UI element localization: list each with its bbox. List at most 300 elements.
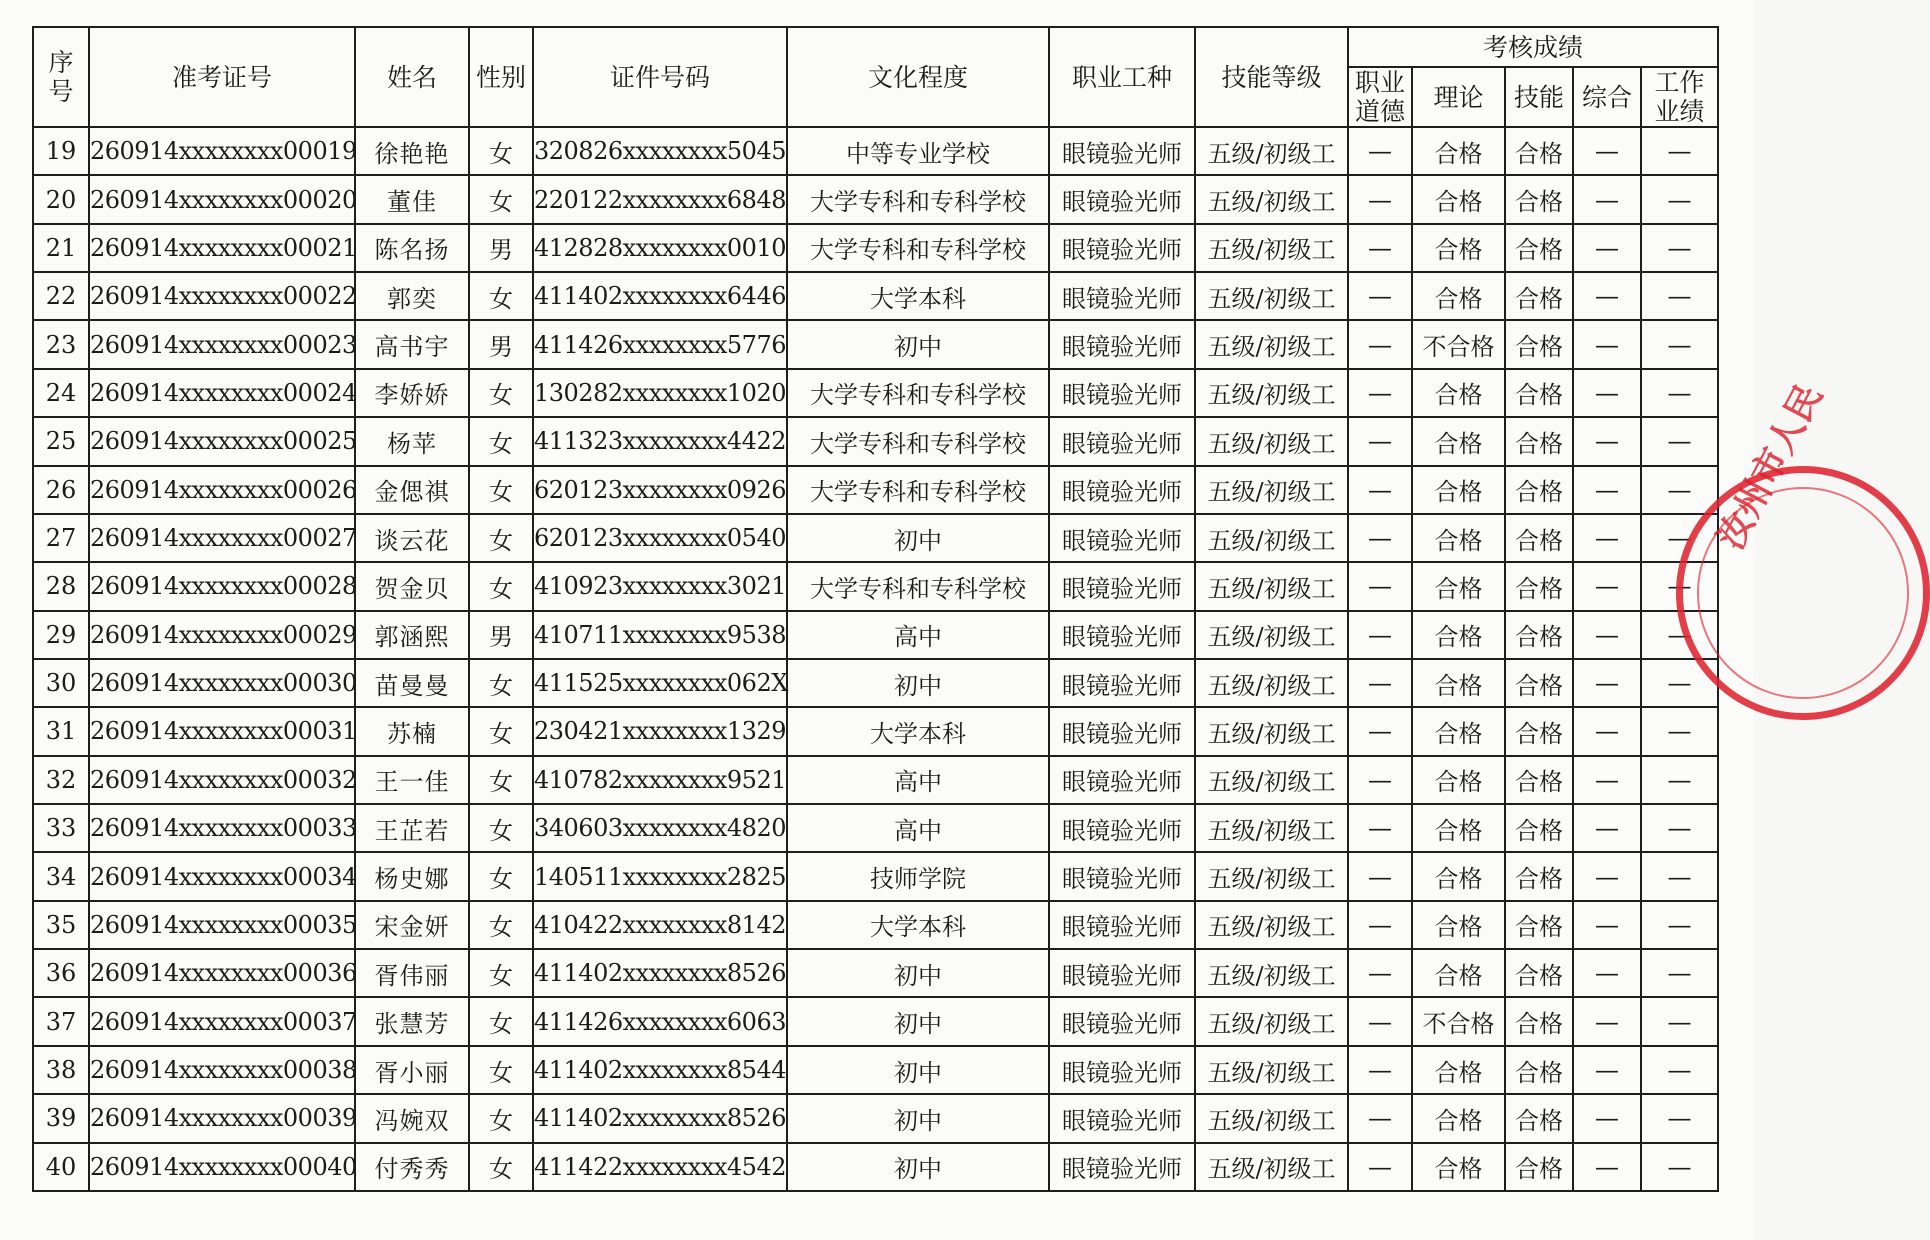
table-row	[33, 466, 1718, 514]
cell-comprehensive: —	[1573, 175, 1641, 223]
cell-skill-level: 五级/初级工	[1195, 756, 1348, 804]
cell-cert-no: 620123xxxxxxxx0540	[533, 514, 787, 562]
cell-gender: 女	[469, 852, 533, 900]
cell-gender: 女	[469, 127, 533, 175]
cell-ethics: —	[1348, 901, 1412, 949]
cell-occupation: 眼镜验光师	[1049, 175, 1195, 223]
table-row	[33, 756, 1718, 804]
cell-skill: 合格	[1505, 127, 1573, 175]
cell-gender: 女	[469, 466, 533, 514]
header-row-top	[33, 27, 1718, 67]
cell-exam-id: 260914xxxxxxxx00029	[89, 611, 355, 659]
cell-education: 大学专科和专科学校	[787, 417, 1049, 465]
cell-skill: 合格	[1505, 707, 1573, 755]
cell-skill: 合格	[1505, 659, 1573, 707]
header-cert-no: 证件号码	[533, 27, 787, 127]
cell-seq: 28	[33, 562, 89, 610]
cell-education: 大学专科和专科学校	[787, 562, 1049, 610]
cell-cert-no: 220122xxxxxxxx6848	[533, 175, 787, 223]
cell-education: 大学专科和专科学校	[787, 175, 1049, 223]
cell-name: 王芷若	[355, 804, 469, 852]
table-row	[33, 224, 1718, 272]
cell-cert-no: 411402xxxxxxxx8526	[533, 949, 787, 997]
header-comprehensive: 综合	[1573, 67, 1641, 127]
cell-ethics: —	[1348, 175, 1412, 223]
cell-theory: 合格	[1412, 224, 1505, 272]
cell-cert-no: 620123xxxxxxxx0926	[533, 466, 787, 514]
table-row	[33, 1143, 1718, 1191]
cell-occupation: 眼镜验光师	[1049, 949, 1195, 997]
cell-ethics: —	[1348, 1143, 1412, 1191]
cell-ethics: —	[1348, 707, 1412, 755]
cell-comprehensive: —	[1573, 224, 1641, 272]
cell-education: 初中	[787, 514, 1049, 562]
cell-performance: —	[1641, 804, 1718, 852]
table-row	[33, 127, 1718, 175]
cell-performance: —	[1641, 901, 1718, 949]
cell-education: 大学专科和专科学校	[787, 224, 1049, 272]
cell-seq: 21	[33, 224, 89, 272]
cell-comprehensive: —	[1573, 466, 1641, 514]
cell-skill-level: 五级/初级工	[1195, 852, 1348, 900]
cell-skill-level: 五级/初级工	[1195, 224, 1348, 272]
cell-comprehensive: —	[1573, 514, 1641, 562]
table-row	[33, 175, 1718, 223]
cell-exam-id: 260914xxxxxxxx00022	[89, 272, 355, 320]
cell-skill-level: 五级/初级工	[1195, 1094, 1348, 1142]
cell-comprehensive: —	[1573, 707, 1641, 755]
table-row	[33, 611, 1718, 659]
cell-skill-level: 五级/初级工	[1195, 611, 1348, 659]
table-row	[33, 852, 1718, 900]
cell-seq: 26	[33, 466, 89, 514]
cell-education: 大学专科和专科学校	[787, 369, 1049, 417]
cell-name: 胥小丽	[355, 1046, 469, 1094]
cell-cert-no: 230421xxxxxxxx1329	[533, 707, 787, 755]
cell-seq: 24	[33, 369, 89, 417]
cell-skill-level: 五级/初级工	[1195, 127, 1348, 175]
cell-education: 初中	[787, 1094, 1049, 1142]
cell-comprehensive: —	[1573, 997, 1641, 1045]
cell-gender: 女	[469, 997, 533, 1045]
cell-theory: 合格	[1412, 1143, 1505, 1191]
cell-exam-id: 260914xxxxxxxx00026	[89, 466, 355, 514]
cell-exam-id: 260914xxxxxxxx00038	[89, 1046, 355, 1094]
cell-occupation: 眼镜验光师	[1049, 224, 1195, 272]
cell-education: 中等专业学校	[787, 127, 1049, 175]
cell-exam-id: 260914xxxxxxxx00021	[89, 224, 355, 272]
cell-occupation: 眼镜验光师	[1049, 659, 1195, 707]
cell-comprehensive: —	[1573, 369, 1641, 417]
cell-education: 初中	[787, 997, 1049, 1045]
cell-name: 郭奕	[355, 272, 469, 320]
cell-gender: 女	[469, 562, 533, 610]
cell-seq: 27	[33, 514, 89, 562]
cell-cert-no: 411402xxxxxxxx6446	[533, 272, 787, 320]
cell-occupation: 眼镜验光师	[1049, 707, 1195, 755]
header-education: 文化程度	[787, 27, 1049, 127]
cell-exam-id: 260914xxxxxxxx00032	[89, 756, 355, 804]
cell-skill-level: 五级/初级工	[1195, 707, 1348, 755]
cell-comprehensive: —	[1573, 562, 1641, 610]
cell-cert-no: 410782xxxxxxxx9521	[533, 756, 787, 804]
cell-skill: 合格	[1505, 369, 1573, 417]
cell-comprehensive: —	[1573, 852, 1641, 900]
cell-ethics: —	[1348, 514, 1412, 562]
cell-exam-id: 260914xxxxxxxx00020	[89, 175, 355, 223]
table-row	[33, 562, 1718, 610]
cell-comprehensive: —	[1573, 659, 1641, 707]
cell-skill: 合格	[1505, 1094, 1573, 1142]
cell-gender: 女	[469, 1046, 533, 1094]
table-row	[33, 417, 1718, 465]
cell-seq: 39	[33, 1094, 89, 1142]
cell-ethics: —	[1348, 949, 1412, 997]
cell-seq: 35	[33, 901, 89, 949]
cell-performance: —	[1641, 949, 1718, 997]
cell-exam-id: 260914xxxxxxxx00037	[89, 997, 355, 1045]
cell-skill-level: 五级/初级工	[1195, 320, 1348, 368]
cell-gender: 女	[469, 804, 533, 852]
cell-skill: 合格	[1505, 852, 1573, 900]
cell-exam-id: 260914xxxxxxxx00036	[89, 949, 355, 997]
cell-name: 徐艳艳	[355, 127, 469, 175]
cell-exam-id: 260914xxxxxxxx00028	[89, 562, 355, 610]
cell-skill: 合格	[1505, 901, 1573, 949]
cell-skill: 合格	[1505, 611, 1573, 659]
cell-seq: 29	[33, 611, 89, 659]
cell-performance: —	[1641, 1046, 1718, 1094]
cell-name: 宋金妍	[355, 901, 469, 949]
cell-exam-id: 260914xxxxxxxx00024	[89, 369, 355, 417]
cell-theory: 合格	[1412, 707, 1505, 755]
cell-cert-no: 140511xxxxxxxx2825	[533, 852, 787, 900]
cell-occupation: 眼镜验光师	[1049, 997, 1195, 1045]
cell-skill-level: 五级/初级工	[1195, 1143, 1348, 1191]
cell-occupation: 眼镜验光师	[1049, 804, 1195, 852]
cell-seq: 31	[33, 707, 89, 755]
cell-comprehensive: —	[1573, 320, 1641, 368]
table-row	[33, 369, 1718, 417]
cell-theory: 合格	[1412, 901, 1505, 949]
cell-occupation: 眼镜验光师	[1049, 852, 1195, 900]
cell-name: 金偲祺	[355, 466, 469, 514]
cell-performance: —	[1641, 514, 1718, 562]
cell-cert-no: 412828xxxxxxxx0010	[533, 224, 787, 272]
cell-name: 陈名扬	[355, 224, 469, 272]
cell-theory: 合格	[1412, 272, 1505, 320]
cell-gender: 女	[469, 756, 533, 804]
cell-exam-id: 260914xxxxxxxx00040	[89, 1143, 355, 1191]
table-row	[33, 514, 1718, 562]
cell-name: 苏楠	[355, 707, 469, 755]
cell-theory: 合格	[1412, 949, 1505, 997]
cell-theory: 合格	[1412, 659, 1505, 707]
cell-name: 郭涵熙	[355, 611, 469, 659]
cell-cert-no: 410422xxxxxxxx8142	[533, 901, 787, 949]
cell-ethics: —	[1348, 320, 1412, 368]
cell-skill-level: 五级/初级工	[1195, 997, 1348, 1045]
cell-skill: 合格	[1505, 466, 1573, 514]
cell-skill: 合格	[1505, 804, 1573, 852]
cell-seq: 19	[33, 127, 89, 175]
cell-comprehensive: —	[1573, 804, 1641, 852]
cell-exam-id: 260914xxxxxxxx00030	[89, 659, 355, 707]
cell-seq: 36	[33, 949, 89, 997]
cell-gender: 女	[469, 272, 533, 320]
cell-education: 初中	[787, 949, 1049, 997]
cell-skill: 合格	[1505, 756, 1573, 804]
header-scores-group: 考核成绩	[1348, 27, 1718, 67]
cell-gender: 女	[469, 659, 533, 707]
cell-seq: 33	[33, 804, 89, 852]
cell-skill: 合格	[1505, 1143, 1573, 1191]
cell-comprehensive: —	[1573, 1046, 1641, 1094]
cell-comprehensive: —	[1573, 417, 1641, 465]
header-exam-id: 准考证号	[89, 27, 355, 127]
header-gender: 性别	[469, 27, 533, 127]
cell-occupation: 眼镜验光师	[1049, 417, 1195, 465]
cell-skill: 合格	[1505, 175, 1573, 223]
cell-skill: 合格	[1505, 417, 1573, 465]
table-row	[33, 997, 1718, 1045]
cell-gender: 女	[469, 1094, 533, 1142]
cell-cert-no: 410711xxxxxxxx9538	[533, 611, 787, 659]
cell-gender: 男	[469, 224, 533, 272]
cell-performance: —	[1641, 756, 1718, 804]
cell-cert-no: 130282xxxxxxxx1020	[533, 369, 787, 417]
cell-performance: —	[1641, 852, 1718, 900]
header-skill-level: 技能等级	[1195, 27, 1348, 127]
cell-occupation: 眼镜验光师	[1049, 901, 1195, 949]
cell-comprehensive: —	[1573, 272, 1641, 320]
cell-exam-id: 260914xxxxxxxx00027	[89, 514, 355, 562]
cell-gender: 女	[469, 514, 533, 562]
cell-performance: —	[1641, 707, 1718, 755]
cell-education: 技师学院	[787, 852, 1049, 900]
table-body	[33, 127, 1718, 1191]
cell-skill: 合格	[1505, 949, 1573, 997]
seal-text: 汝州市人民	[1710, 377, 1831, 557]
cell-name: 董佳	[355, 175, 469, 223]
cell-education: 大学本科	[787, 901, 1049, 949]
cell-ethics: —	[1348, 127, 1412, 175]
cell-skill: 合格	[1505, 514, 1573, 562]
cell-gender: 女	[469, 1143, 533, 1191]
table-row	[33, 659, 1718, 707]
cell-name: 王一佳	[355, 756, 469, 804]
cell-seq: 38	[33, 1046, 89, 1094]
cell-comprehensive: —	[1573, 949, 1641, 997]
cell-performance: —	[1641, 1143, 1718, 1191]
cell-performance: —	[1641, 224, 1718, 272]
cell-theory: 合格	[1412, 1046, 1505, 1094]
cell-theory: 合格	[1412, 175, 1505, 223]
cell-occupation: 眼镜验光师	[1049, 1094, 1195, 1142]
cell-cert-no: 340603xxxxxxxx4820	[533, 804, 787, 852]
cell-skill-level: 五级/初级工	[1195, 949, 1348, 997]
cell-exam-id: 260914xxxxxxxx00023	[89, 320, 355, 368]
header-seq: 序号	[33, 27, 89, 127]
cell-performance: —	[1641, 659, 1718, 707]
cell-skill: 合格	[1505, 1046, 1573, 1094]
cell-gender: 男	[469, 320, 533, 368]
cell-cert-no: 411323xxxxxxxx4422	[533, 417, 787, 465]
cell-performance: —	[1641, 466, 1718, 514]
cell-exam-id: 260914xxxxxxxx00025	[89, 417, 355, 465]
cell-ethics: —	[1348, 1046, 1412, 1094]
cell-skill: 合格	[1505, 997, 1573, 1045]
cell-performance: —	[1641, 175, 1718, 223]
cell-name: 杨苹	[355, 417, 469, 465]
cell-comprehensive: —	[1573, 127, 1641, 175]
cell-skill-level: 五级/初级工	[1195, 417, 1348, 465]
cell-seq: 25	[33, 417, 89, 465]
cell-gender: 女	[469, 901, 533, 949]
cell-performance: —	[1641, 417, 1718, 465]
cell-exam-id: 260914xxxxxxxx00035	[89, 901, 355, 949]
cell-performance: —	[1641, 369, 1718, 417]
cell-occupation: 眼镜验光师	[1049, 1143, 1195, 1191]
cell-occupation: 眼镜验光师	[1049, 514, 1195, 562]
cell-exam-id: 260914xxxxxxxx00019	[89, 127, 355, 175]
cell-cert-no: 411525xxxxxxxx062X	[533, 659, 787, 707]
cell-education: 初中	[787, 1143, 1049, 1191]
cell-name: 谈云花	[355, 514, 469, 562]
cell-performance: —	[1641, 272, 1718, 320]
cell-ethics: —	[1348, 417, 1412, 465]
cell-seq: 20	[33, 175, 89, 223]
cell-skill-level: 五级/初级工	[1195, 175, 1348, 223]
table-row	[33, 320, 1718, 368]
cell-education: 高中	[787, 804, 1049, 852]
cell-occupation: 眼镜验光师	[1049, 466, 1195, 514]
cell-theory: 合格	[1412, 1094, 1505, 1142]
cell-exam-id: 260914xxxxxxxx00033	[89, 804, 355, 852]
cell-name: 张慧芳	[355, 997, 469, 1045]
cell-ethics: —	[1348, 756, 1412, 804]
cell-name: 杨史娜	[355, 852, 469, 900]
seal-inner-ring	[1697, 487, 1909, 699]
cell-theory: 不合格	[1412, 320, 1505, 368]
cell-cert-no: 411422xxxxxxxx4542	[533, 1143, 787, 1191]
cell-theory: 合格	[1412, 804, 1505, 852]
cell-ethics: —	[1348, 272, 1412, 320]
cell-occupation: 眼镜验光师	[1049, 369, 1195, 417]
cell-education: 大学本科	[787, 707, 1049, 755]
cell-skill: 合格	[1505, 320, 1573, 368]
header-skill: 技能	[1505, 67, 1573, 127]
cell-exam-id: 260914xxxxxxxx00034	[89, 852, 355, 900]
cell-gender: 男	[469, 611, 533, 659]
table-row	[33, 272, 1718, 320]
table-row	[33, 901, 1718, 949]
cell-exam-id: 260914xxxxxxxx00039	[89, 1094, 355, 1142]
cell-occupation: 眼镜验光师	[1049, 1046, 1195, 1094]
cell-gender: 女	[469, 949, 533, 997]
cell-ethics: —	[1348, 659, 1412, 707]
cell-skill-level: 五级/初级工	[1195, 466, 1348, 514]
cell-cert-no: 411426xxxxxxxx6063	[533, 997, 787, 1045]
cell-theory: 合格	[1412, 127, 1505, 175]
cell-name: 贺金贝	[355, 562, 469, 610]
table-row	[33, 949, 1718, 997]
cell-ethics: —	[1348, 224, 1412, 272]
cell-ethics: —	[1348, 369, 1412, 417]
cell-gender: 女	[469, 707, 533, 755]
cell-cert-no: 411402xxxxxxxx8544	[533, 1046, 787, 1094]
cell-name: 胥伟丽	[355, 949, 469, 997]
cell-gender: 女	[469, 417, 533, 465]
cell-seq: 34	[33, 852, 89, 900]
cell-ethics: —	[1348, 804, 1412, 852]
cell-performance: —	[1641, 1094, 1718, 1142]
cell-skill-level: 五级/初级工	[1195, 272, 1348, 320]
cell-cert-no: 320826xxxxxxxx5045	[533, 127, 787, 175]
header-occupation: 职业工种	[1049, 27, 1195, 127]
cell-theory: 合格	[1412, 417, 1505, 465]
cell-occupation: 眼镜验光师	[1049, 562, 1195, 610]
cell-comprehensive: —	[1573, 756, 1641, 804]
cell-comprehensive: —	[1573, 1094, 1641, 1142]
cell-theory: 合格	[1412, 611, 1505, 659]
cell-occupation: 眼镜验光师	[1049, 756, 1195, 804]
cell-performance: —	[1641, 127, 1718, 175]
cell-occupation: 眼镜验光师	[1049, 272, 1195, 320]
cell-performance: —	[1641, 611, 1718, 659]
header-name: 姓名	[355, 27, 469, 127]
cell-seq: 23	[33, 320, 89, 368]
cell-education: 大学本科	[787, 272, 1049, 320]
cell-seq: 37	[33, 997, 89, 1045]
cell-theory: 合格	[1412, 369, 1505, 417]
assessment-results-table	[32, 26, 1719, 1192]
cell-education: 初中	[787, 320, 1049, 368]
table-row	[33, 1094, 1718, 1142]
cell-skill: 合格	[1505, 224, 1573, 272]
cell-comprehensive: —	[1573, 611, 1641, 659]
cell-theory: 合格	[1412, 756, 1505, 804]
cell-skill-level: 五级/初级工	[1195, 1046, 1348, 1094]
cell-theory: 合格	[1412, 466, 1505, 514]
cell-theory: 合格	[1412, 514, 1505, 562]
cell-performance: —	[1641, 562, 1718, 610]
cell-skill: 合格	[1505, 562, 1573, 610]
cell-skill-level: 五级/初级工	[1195, 369, 1348, 417]
cell-ethics: —	[1348, 466, 1412, 514]
cell-skill-level: 五级/初级工	[1195, 514, 1348, 562]
cell-cert-no: 410923xxxxxxxx3021	[533, 562, 787, 610]
cell-ethics: —	[1348, 562, 1412, 610]
cell-gender: 女	[469, 175, 533, 223]
cell-name: 冯婉双	[355, 1094, 469, 1142]
cell-ethics: —	[1348, 852, 1412, 900]
cell-name: 付秀秀	[355, 1143, 469, 1191]
cell-occupation: 眼镜验光师	[1049, 611, 1195, 659]
cell-name: 苗曼曼	[355, 659, 469, 707]
cell-seq: 30	[33, 659, 89, 707]
cell-ethics: —	[1348, 1094, 1412, 1142]
cell-theory: 不合格	[1412, 997, 1505, 1045]
cell-exam-id: 260914xxxxxxxx00031	[89, 707, 355, 755]
cell-skill-level: 五级/初级工	[1195, 804, 1348, 852]
cell-theory: 合格	[1412, 852, 1505, 900]
cell-skill-level: 五级/初级工	[1195, 562, 1348, 610]
cell-performance: —	[1641, 320, 1718, 368]
cell-skill-level: 五级/初级工	[1195, 901, 1348, 949]
cell-gender: 女	[469, 369, 533, 417]
header-theory: 理论	[1412, 67, 1505, 127]
